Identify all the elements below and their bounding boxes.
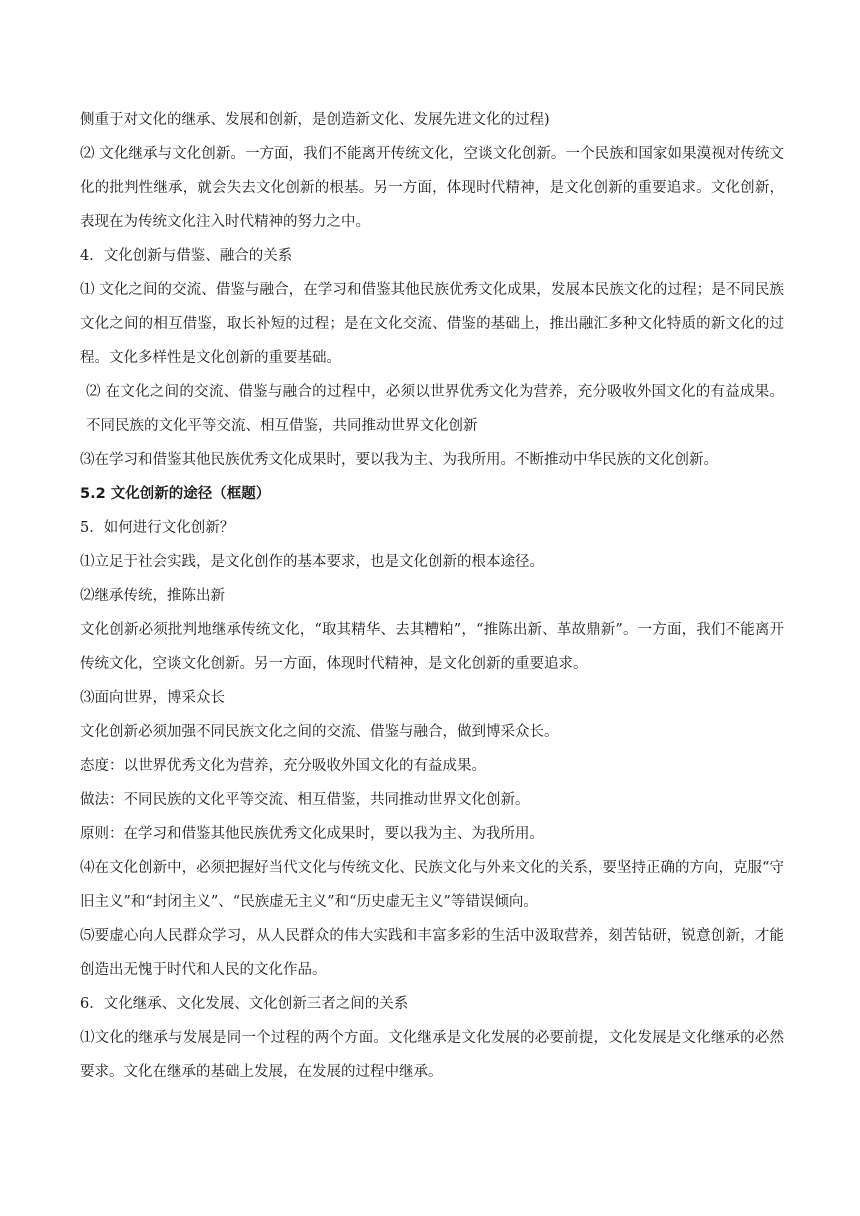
chapter-heading: 5.2 文化创新的途径（框题） [80,486,271,502]
paragraph: ⑶面向世界，博采众长 [80,690,225,706]
paragraph: ⑸要虚心向人民群众学习，从人民群众的伟大实践和丰富多彩的生活中汲取营养，刻苦钻研，锐意创新，才能创造出无愧于时代和人民的文化作品。 [80,928,784,978]
paragraph: ⑷在文化创新中，必须把握好当代文化与传统文化、民族文化与外来文化的关系，要坚持正确的方向，克服“守旧主义”和“封闭主义”、“民族虚无主义”和“历史虚无主义”等错误倾向。 [80,860,784,910]
paragraph: ⑵ 在文化之间的交流、借鉴与融合的过程中，必须以世界优秀文化为营养，充分吸收外国文化的有益成果。不同民族的文化平等交流、相互借鉴，共同推动世界文化创新 [86,384,784,434]
paragraph: ⑴ 文化之间的交流、借鉴与融合，在学习和借鉴其他民族优秀文化成果，发展本民族文化的过程；是不同民族文化之间的相互借鉴，取长补短的过程；是在文化交流、借鉴的基础上，推出融汇多种文化特质的新文化的过程。文化多样性是文化创新的重要基础。 [80,282,784,366]
paragraph: 文化创新必须批判地继承传统文化，“取其精华、去其糟粕”，“推陈出新、革故鼎新”。一方面，我们不能离开传统文化，空谈文化创新。另一方面，体现时代精神，是文化创新的重要追求。 [80,622,784,672]
paragraph: ⑴文化的继承与发展是同一个过程的两个方面。文化继承是文化发展的必要前提，文化发展是文化继承的必然要求。文化在继承的基础上发展，在发展的过程中继承。 [80,1030,784,1080]
paragraph: 侧重于对文化的继承、发展和创新，是创造新文化、发展先进文化的过程) [80,112,550,128]
document-body [80,103,784,1089]
section-heading: 4．文化创新与借鉴、融合的关系 [80,248,293,264]
paragraph: ⑴立足于社会实践，是文化创作的基本要求，也是文化创新的根本途径。 [80,554,544,570]
paragraph: ⑶在学习和借鉴其他民族优秀文化成果时，要以我为主、为我所用。不断推动中华民族的文化创新。 [80,452,718,468]
paragraph: ⑵继承传统，推陈出新 [80,588,225,604]
paragraph: 原则：在学习和借鉴其他民族优秀文化成果时，要以我为主、为我所用。 [80,826,544,842]
paragraph: 做法：不同民族的文化平等交流、相互借鉴，共同推动世界文化创新。 [80,792,530,808]
paragraph: ⑵ 文化继承与文化创新。一方面，我们不能离开传统文化，空谈文化创新。一个民族和国家如果漠视对传统文化的批判性继承，就会失去文化创新的根基。另一方面，体现时代精神，是文化创新的重要追求。文化创新，表现在为传统文化注入时代精神的努力之中。 [80,146,784,230]
paragraph: 态度：以世界优秀文化为营养，充分吸收外国文化的有益成果。 [80,758,486,774]
section-heading: 5．如何进行文化创新？ [80,520,235,536]
paragraph: 文化创新必须加强不同民族文化之间的交流、借鉴与融合，做到博采众长。 [80,724,559,740]
section-heading: 6．文化继承、文化发展、文化创新三者之间的关系 [80,996,409,1012]
